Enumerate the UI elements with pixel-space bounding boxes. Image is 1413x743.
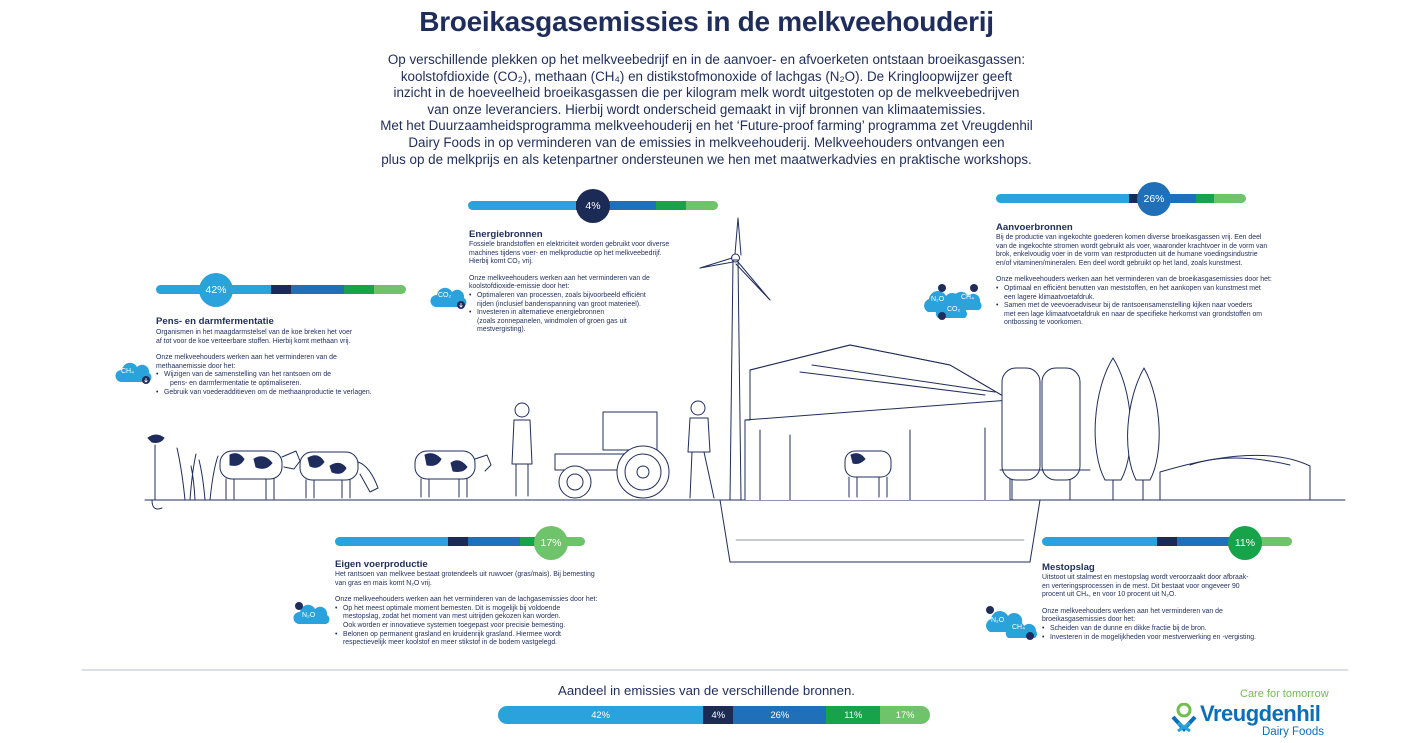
pens-lead-line: methaanemissie door het: bbox=[156, 362, 236, 370]
brand-sub: Dairy Foods bbox=[1262, 726, 1324, 738]
aanvoer-gas-label: CH₄ bbox=[961, 294, 974, 301]
mest-percent-badge: 11% bbox=[1228, 526, 1262, 560]
mest-text: Uitstoot uit stalmest en mestopslag wordt veroorzaakt door afbraak- en verteringsprocessen in de mest. Dit bestaat voor ongeveer 90 procent uit CH₄, en voor 10 procent uit N₂O. Onze melkveehouders werken aan het verminderen van de broeikasgasemissies door het: • Scheiden van de dunne en dikke fractie bij de bron. • Investeren in de mogelijkheden voor mestverwerking en -vergisting. bbox=[1042, 574, 1312, 642]
voer-text: Het rantsoen van melkvee bestaat grotendeels uit ruwvoer (gras/mais). Bij bemesting van gras en mais komt N₂O vrij. Onze melkveehouders werken aan het verminderen van de lachgasemissies door het: • Op het meest optimale moment bemesten. Dit is mogelijk bij voldoende mestopslag, zodat het moment van mest uitrijden gekozen kan worden. Ook worden er innovatieve systemen toegepast voor precisie bemesting. • Belonen op permanent grasland en kruidenrijk grasland. Hiermee wordt respectievelijk meer koolstof en meer stikstof in de bodem vastgelegd. bbox=[335, 571, 635, 648]
legend-bar bbox=[498, 706, 930, 724]
energie-percent-badge: 4% bbox=[576, 189, 610, 223]
pens-text bbox=[156, 329, 416, 397]
page-title: Broeikasgasemissies in de melkveehouderij bbox=[419, 6, 994, 37]
voer-title: Eigen voerproductie bbox=[335, 559, 428, 570]
intro-line: van onze leveranciers. Hierbij wordt onderscheid gemaakt in vijf bronnen van klimaatemissies. bbox=[427, 101, 986, 117]
legend-segment-pens: 42% bbox=[498, 706, 703, 724]
intro-line: Dairy Foods in op verminderen van de emissies in melkveehouderij. Melkveehouders ontvangen een bbox=[408, 134, 1005, 150]
mest-gas-label: CH₄ bbox=[1012, 624, 1025, 631]
intro-line: Op verschillende plekken op het melkveebedrijf en in de aanvoer- en afvoerketen ontstaan broeikasgassen: bbox=[387, 52, 1026, 67]
intro-line: koolstofdioxide (CO₂), methaan (CH₄) en distikstofmonoxide of lachgas (N₂O). De Kringloopwijzer geeft bbox=[400, 68, 1013, 84]
legend-segment-energie: 4% bbox=[703, 706, 733, 724]
legend-segment-aanvoer: 26% bbox=[733, 706, 826, 724]
pens-gas-label: CH₄ bbox=[121, 368, 134, 375]
intro-line: Met het Duurzaamheidsprogramma melkveehouderij en het ‘Future-proof farming’ programma zet Vreugdenhil bbox=[380, 118, 1033, 134]
energie-text: Fossiele brandstoffen en elektriciteit worden gebruikt voor diverse machines tijdens voer- en melkproductie op het melkveebedrijf. Hierbij komt CO₂ vrij. Onze melkveehouders werken aan het verminderen van de koolstofdioxide-emissie door het: • Optimaleren van processen, zoals bijvoorbeeld efficiënt rijden (inclusief bandenspanning van groot materieel). • Investeren in alternatieve energiebronnen (zoals zonnepanelen, windmolen of groen gas uit mestvergisting). bbox=[469, 241, 729, 335]
energie-bullet: • Optimaleren van processen, zoals bijvoorbeeld efficiënt rijden (inclusief bandenspanning van groot materieel). bbox=[469, 292, 729, 309]
aanvoer-bullet: • Samen met de veevoeradviseur bij de rantsoensamenstelling kijken naar voeders met een lage klimaatvoetafdruk en naar de specifieke herkomst van grondstoffen om ontbossing te voorkomen. bbox=[996, 302, 1326, 328]
pens-lead-line: Onze melkveehouders werken aan het verminderen van de bbox=[156, 354, 337, 362]
voer-bullet: • Belonen op permanent grasland en kruidenrijk grasland. Hiermee wordt respectievelijk meer koolstof en meer stikstof in de bodem vastgelegd. bbox=[335, 631, 635, 648]
energie-gas-label: CO₂ bbox=[438, 292, 452, 299]
mest-gas-label: N₂O bbox=[991, 617, 1005, 624]
mest-bullet: • Investeren in de mogelijkheden voor mestverwerking en -vergisting. bbox=[1042, 634, 1312, 643]
legend-segment-mest: 11% bbox=[826, 706, 880, 724]
legend-segment-voer: 17% bbox=[880, 706, 930, 724]
aanvoer-bar bbox=[996, 194, 1246, 203]
aanvoer-title: Aanvoerbronnen bbox=[996, 222, 1073, 233]
aanvoer-gas-label: N₂O bbox=[931, 296, 945, 303]
aanvoer-percent-badge: 26% bbox=[1137, 182, 1171, 216]
voer-percent-badge: 17% bbox=[534, 526, 568, 560]
voer-gas-label: N₂O bbox=[302, 612, 316, 619]
pens-bullet: • Wijzigen van de samenstelling van het rantsoen om de pens- en darmfermentatie te optimaliseren. bbox=[156, 371, 416, 388]
voer-bullet: • Op het meest optimale moment bemesten. Dit is mogelijk bij voldoende mestopslag, zodat het moment van mest uitrijden gekozen kan worden. Ook worden er innovatieve systemen toegepast voor precisie bemesting. bbox=[335, 605, 635, 631]
brand-tagline: Care for tomorrow bbox=[1240, 688, 1329, 700]
intro-line: inzicht in de hoeveelheid broeikasgassen die per kilogram melk wordt uitgestoten op de melkveebedrijven bbox=[393, 85, 1020, 101]
brand-name: Vreugdenhil bbox=[1200, 701, 1321, 726]
energie-title: Energiebronnen bbox=[469, 229, 543, 240]
pens-desc-line: af tot voor de koe verteerbare stoffen. Hierbij komt methaan vrij. bbox=[156, 337, 351, 345]
pens-desc-line: Organismen in het maagdarmstelsel van de koe breken het voer bbox=[156, 329, 353, 336]
pens-title: Pens- en darmfermentatie bbox=[156, 316, 274, 327]
energie-bullet: • Investeren in alternatieve energiebronnen (zoals zonnepanelen, windmolen of groen gas uit mestvergisting). bbox=[469, 309, 729, 335]
pens-percent-badge: 42% bbox=[199, 273, 233, 307]
aanvoer-text: Bij de productie van ingekochte goederen komen diverse broeikasgassen vrij. Een deel van de ingekochte stromen wordt gebruikt als voer, waaronder krachtvoer in de vorm van brok, enkelvoudig voer in de vorm van restproducten uit de humane voedingsindustrie en/of vitaminen/mineralen. Een deel wordt gebruikt op het land, zoals kunstmest. Onze melkveehouders werken aan het verminderen van de broeikasgasemissies door het: • Optimaal en efficiënt benutten van meststoffen, en het aankopen van kunstmest met een lagere klimaatvoetafdruk. • Samen met de veevoeradviseur bij de rantsoensamenstelling kijken naar voeders met een lage klimaatvoetafdruk en naar de specifieke herkomst van grondstoffen om ontbossing te voorkomen. bbox=[996, 234, 1326, 328]
aanvoer-bullet: • Optimaal en efficiënt benutten van meststoffen, en het aankopen van kunstmest met een lagere klimaatvoetafdruk. bbox=[996, 285, 1326, 302]
pens-bullet: • Gebruik van voederadditieven om de methaanproductie te verlagen. bbox=[156, 389, 416, 398]
vreugdenhil-logo-icon bbox=[1170, 703, 1198, 735]
intro-line: plus op de melkprijs en als ketenpartner ondersteunen we hen met maatwerkadvies en praktische workshops. bbox=[381, 151, 1032, 167]
pens-bar bbox=[156, 285, 406, 294]
legend-title: Aandeel in emissies van de verschillende bronnen. bbox=[558, 683, 855, 698]
aanvoer-gas-label: CO₂ bbox=[947, 306, 961, 313]
mest-title: Mestopslag bbox=[1042, 562, 1095, 573]
mest-bullet: • Scheiden van de dunne en dikke fractie bij de bron. bbox=[1042, 625, 1312, 634]
